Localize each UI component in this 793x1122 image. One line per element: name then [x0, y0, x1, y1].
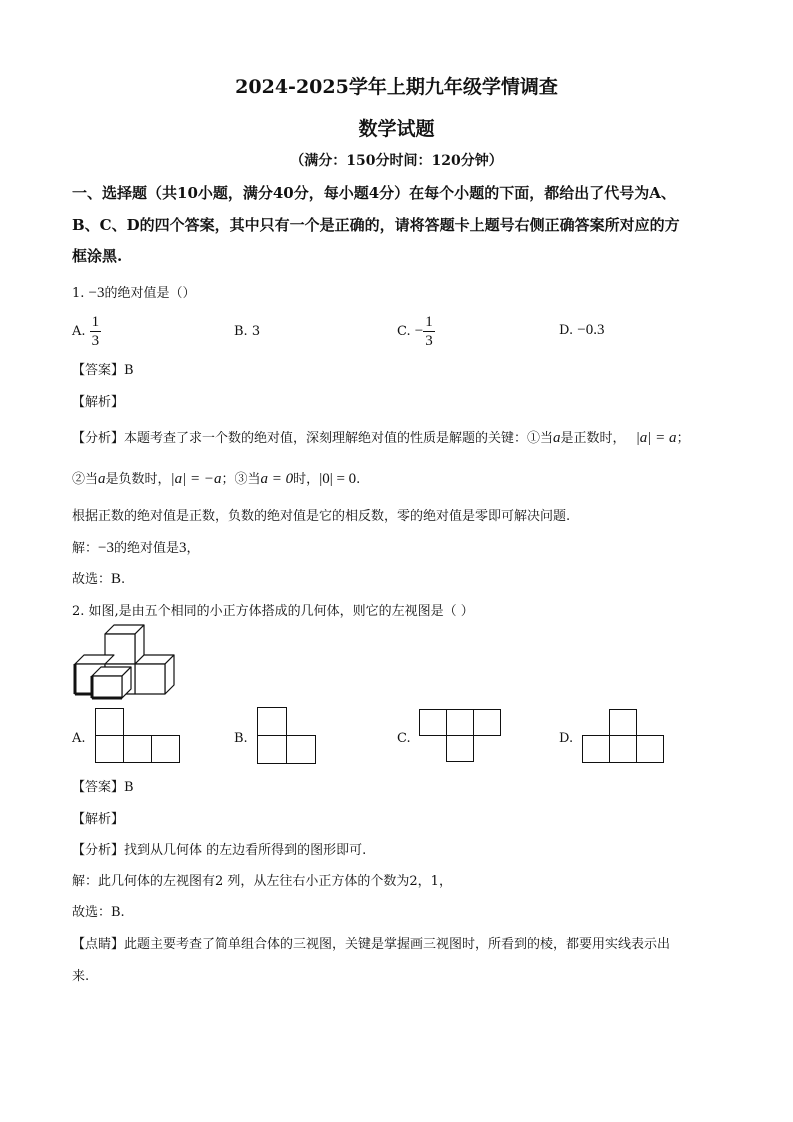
semicolon: ；	[676, 431, 690, 446]
case-3-prefix: ；③当	[221, 472, 261, 487]
question-1-expression: −3	[88, 285, 105, 301]
variable-a: a	[98, 471, 106, 487]
q1-answer: 【答案】B	[72, 363, 134, 378]
q2-option-a-figure	[95, 708, 181, 764]
solution-prefix: 解：	[72, 541, 99, 556]
option-value: −0.3	[577, 322, 605, 338]
subject-title: 数学试题	[358, 118, 435, 140]
question-1-text: 的绝对值是（）	[104, 286, 196, 301]
q2-choose: 故选：B.	[72, 905, 125, 920]
q1-option-d	[559, 322, 604, 339]
positive-condition: 是正数时，	[560, 431, 626, 446]
q1-option-b	[234, 324, 260, 339]
choose-prefix: 故选：	[72, 572, 112, 587]
q1-solution	[72, 537, 200, 557]
q2-fenxi: 【分析】找到从几何体 的左边看所得到的图形即可.	[72, 843, 367, 858]
zero-condition: a = 0	[260, 471, 294, 487]
section-instructions-line3: 框涂黑.	[72, 247, 123, 265]
fraction-numerator: 1	[91, 314, 100, 330]
q2-solution: 解：此几何体的左视图有2 列，从左往右小正方体的个数为2，1，	[72, 874, 452, 889]
q2-option-b-figure	[257, 707, 317, 765]
case-2-prefix: ②当	[72, 472, 99, 487]
fraction-numerator: 1	[425, 314, 433, 330]
section-instructions-line1: 一、选择题（共10小题，满分40分，每小题4分）在每个小题的下面，都给出了代号为A、	[72, 184, 676, 202]
choose-value: B	[111, 571, 122, 587]
q2-analysis-tag: 【解析】	[72, 812, 125, 827]
option-value: 3	[251, 324, 261, 339]
period: .	[356, 472, 361, 487]
option-label: C.	[397, 324, 411, 339]
q1-option-a	[72, 313, 101, 350]
fraction	[90, 313, 102, 350]
option-label: A.	[72, 324, 86, 339]
fraction	[423, 313, 435, 350]
fraction-denominator: 3	[91, 333, 100, 349]
question-number: 1.	[72, 286, 85, 301]
q1-choose	[72, 568, 125, 588]
zero-text: 时，	[293, 472, 320, 487]
q2-option-d-label: D.	[559, 731, 574, 746]
section-instructions-line2: B、C、D的四个答案，其中只有一个是正确的，请将答题卡上题号右侧正确答案所对应的方	[72, 216, 680, 234]
abs-negative-formula: |a| = −a	[170, 471, 222, 487]
q2-answer: 【答案】B	[72, 780, 134, 795]
fraction-denominator: 3	[425, 333, 433, 349]
q1-analysis-tag: 【解析】	[72, 395, 125, 410]
solution-value: 3	[179, 540, 187, 556]
exam-title: 2024-2025学年上期九年级学情调查	[235, 76, 558, 98]
variable-a: a	[553, 430, 561, 446]
abs-positive-formula: |a| = a	[635, 430, 677, 446]
q1-fenxi-line1	[72, 427, 690, 447]
option-label: B.	[234, 324, 248, 339]
exam-meta: （满分：150分时间：120分钟）	[290, 153, 503, 169]
fenxi-text: 本题考查了求一个数的绝对值，深刻理解绝对值的性质是解题的关键：①当	[124, 431, 554, 446]
question-1-stem	[72, 282, 196, 302]
solution-text: 的绝对值是	[113, 541, 179, 556]
fenxi-tag: 【分析】	[72, 431, 125, 446]
q2-option-a-label: A.	[72, 731, 86, 746]
cube-figure	[70, 622, 180, 700]
q2-dianjing-line1: 【点睛】此题主要考查了简单组合体的三视图，关键是掌握画三视图时，所看到的棱，都要用实线表示出	[72, 937, 671, 952]
q1-fenxi-line2	[72, 468, 360, 488]
option-label: D.	[559, 323, 574, 338]
choose-end: .	[121, 572, 126, 587]
q2-option-d-figure	[582, 709, 666, 765]
q2-dianjing-line2: 来.	[72, 969, 90, 984]
abs-zero-formula: |0| = 0	[319, 471, 357, 487]
minus-sign: −	[414, 323, 424, 339]
q2-option-b-label: B.	[234, 731, 248, 746]
q2-option-c-label: C.	[397, 731, 411, 746]
negative-condition: 是负数时，	[105, 472, 171, 487]
solution-end: ，	[186, 541, 200, 556]
solution-expression: −3	[98, 540, 114, 556]
q1-option-c	[397, 313, 435, 350]
q2-option-c-figure	[419, 709, 503, 763]
question-2-stem: 2. 如图,是由五个相同的小正方体搭成的几何体，则它的左视图是（ ）	[72, 604, 474, 619]
q1-rule: 根据正数的绝对值是正数，负数的绝对值是它的相反数，零的绝对值是零即可解决问题.	[72, 509, 571, 524]
